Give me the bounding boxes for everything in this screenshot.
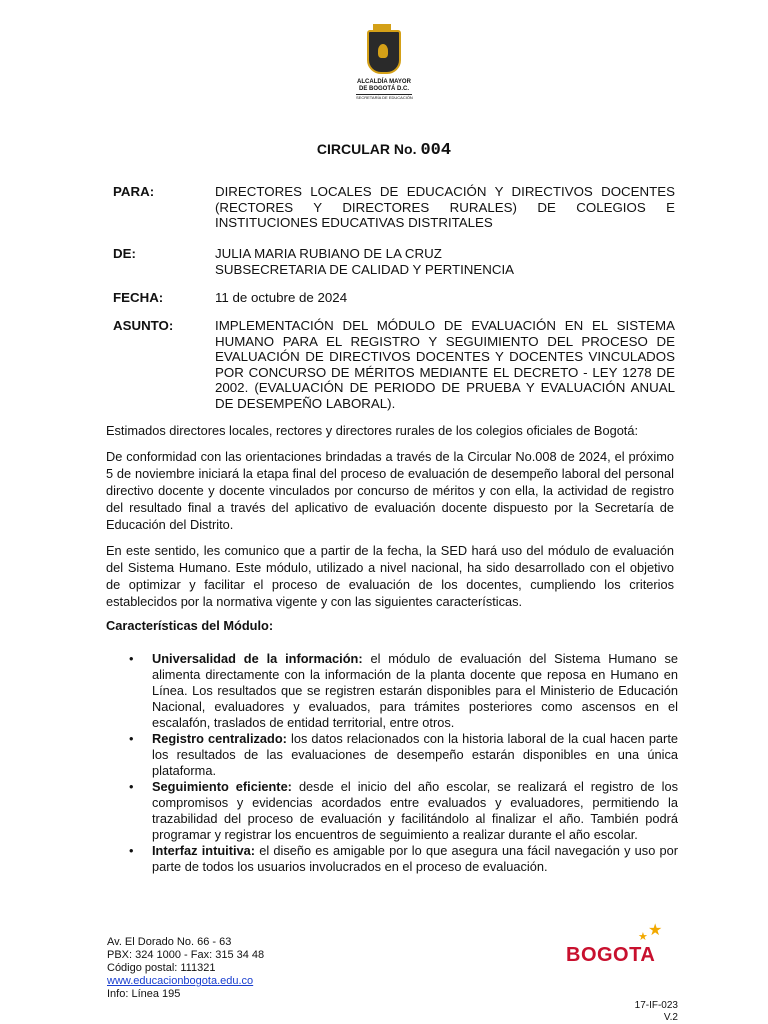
de-title: SUBSECRETARIA DE CALIDAD Y PERTINENCIA xyxy=(215,262,515,277)
feature-item xyxy=(106,779,678,843)
features-list xyxy=(106,651,678,875)
fecha-label: FECHA: xyxy=(113,290,164,305)
circular-number: 004 xyxy=(420,141,452,160)
circular-title xyxy=(0,141,768,160)
footer-postal: Código postal: 111321 xyxy=(107,962,216,974)
doc-version: V.2 xyxy=(663,1012,678,1023)
bullet-icon: • xyxy=(129,843,134,858)
para-value: DIRECTORES LOCALES DE EDUCACIÓN Y DIRECTIVOS DOCENTES (RECTORES Y DIRECTORES RURALES) DE COLEGIOS E INSTITUCIONES EDUCATIVAS DISTRITALES xyxy=(215,184,675,230)
paragraph-1: De conformidad con las orientaciones brindadas a través de la Circular No.008 de 2024, el próximo 5 de noviembre iniciará la etapa final del proceso de evaluación de desempeño laboral del personal directivo docente y docente vinculados por concurso de méritos y con ella, la actividad de registro del resultado final a través del aplicativo de evaluación docente dispuesto por la Secretaría de Educación del Distrito. xyxy=(106,449,674,532)
logo-line1: ALCALDÍA MAYOR xyxy=(357,79,411,85)
bullet-icon: • xyxy=(129,731,134,746)
feature-item xyxy=(106,843,678,875)
feature-text: el módulo de evaluación del Sistema Humano se alimenta directamente con la información de la planta docente que reposa en Humano en Línea. Los resultados que se registren estarán disponibles para el Ministerio de Educación Nacional, evaluadores y evaluados, para trámites posteriores como ascensos en el escalafón, traslados de entidad territorial, entre otros. xyxy=(152,651,678,730)
feature-title: Universalidad de la información: xyxy=(152,651,363,666)
logo-line2: DE BOGOTÁ D.C. xyxy=(358,86,409,92)
paragraph-2: En este sentido, les comunico que a partir de la fecha, la SED hará uso del módulo de evaluación del Sistema Humano. Este módulo, utilizado a nivel nacional, ha sido desarrollado con el objetivo de optimizar y facilitar el proceso de evaluación de los docentes, cumpliendo los criterios establecidos por la normativa vigente y con las siguientes características. xyxy=(106,543,674,609)
feature-text: los datos relacionados con la historia laboral de la cual hacen parte los resultados de las evaluaciones de desempeño estarán disponibles en una única plataforma. xyxy=(152,731,678,778)
fecha-value: 11 de octubre de 2024 xyxy=(215,290,348,305)
feature-text: desde el inicio del año escolar, se realizará el registro de los compromisos y evidencias acordados entre evaluados y evaluadores, permitiendo la trazabilidad del proceso de evaluación y facilitándolo al finalizar el año. También podrá programar y registrar los encuentros de seguimiento a realizar durante el año escolar. xyxy=(152,779,678,842)
logo-line3: SECRETARÍA DE EDUCACIÓN xyxy=(356,95,413,100)
feature-text: el diseño es amigable por lo que asegura una fácil navegación y uso por parte de todos los usuarios involucrados en el proceso de evaluación. xyxy=(152,843,679,874)
feature-item xyxy=(106,731,678,779)
doc-code: 17-IF-023 xyxy=(634,1000,678,1011)
star-icon: ★ xyxy=(648,922,663,939)
feature-title: Registro centralizado: xyxy=(152,731,287,746)
document-code xyxy=(635,1000,678,1024)
feature-item xyxy=(106,651,678,731)
greeting: Estimados directores locales, rectores y directores rurales de los colegios oficiales de Bogotá: xyxy=(106,423,639,438)
asunto-label: ASUNTO: xyxy=(113,318,174,333)
footer-website-link[interactable]: www.educacionbogota.edu.co xyxy=(107,975,254,987)
footer-info: Info: Línea 195 xyxy=(107,988,181,1000)
feature-title: Interfaz intuitiva: xyxy=(152,843,256,858)
asunto-value: IMPLEMENTACIÓN DEL MÓDULO DE EVALUACIÓN EN EL SISTEMA HUMANO PARA EL REGISTRO Y SEGUIMIENTO DEL PROCESO DE EVALUACIÓN DE DIRECTIVOS DOCENTES Y DOCENTES VINCULADOS POR CONCURSO DE MÉRITOS MEDIANTE EL DECRETO - LEY 1278 DE 2002. (EVALUACIÓN DE PERIODO DE PRUEBA Y EVALUACIÓN ANUAL DE DESEMPEÑO LABORAL). xyxy=(215,318,675,411)
bogota-coat-of-arms-icon xyxy=(367,30,401,74)
de-name: JULIA MARIA RUBIANO DE LA CRUZ xyxy=(215,246,442,261)
star-icon: ★ xyxy=(638,931,648,943)
feature-title: Seguimiento eficiente: xyxy=(152,779,292,794)
para-label: PARA: xyxy=(113,184,155,199)
de-label: DE: xyxy=(113,246,136,261)
alcaldia-logo xyxy=(356,30,412,101)
bullet-icon: • xyxy=(129,651,134,666)
footer-address: Av. El Dorado No. 66 - 63 xyxy=(107,936,232,948)
circular-label: CIRCULAR No. xyxy=(316,141,417,157)
footer-contact xyxy=(107,936,264,1001)
brand-wordmark: BOGOTA xyxy=(566,944,656,966)
bullet-icon: • xyxy=(129,779,134,794)
footer-phone: PBX: 324 1000 - Fax: 315 34 48 xyxy=(107,949,265,961)
features-heading: Características del Módulo: xyxy=(106,618,274,633)
